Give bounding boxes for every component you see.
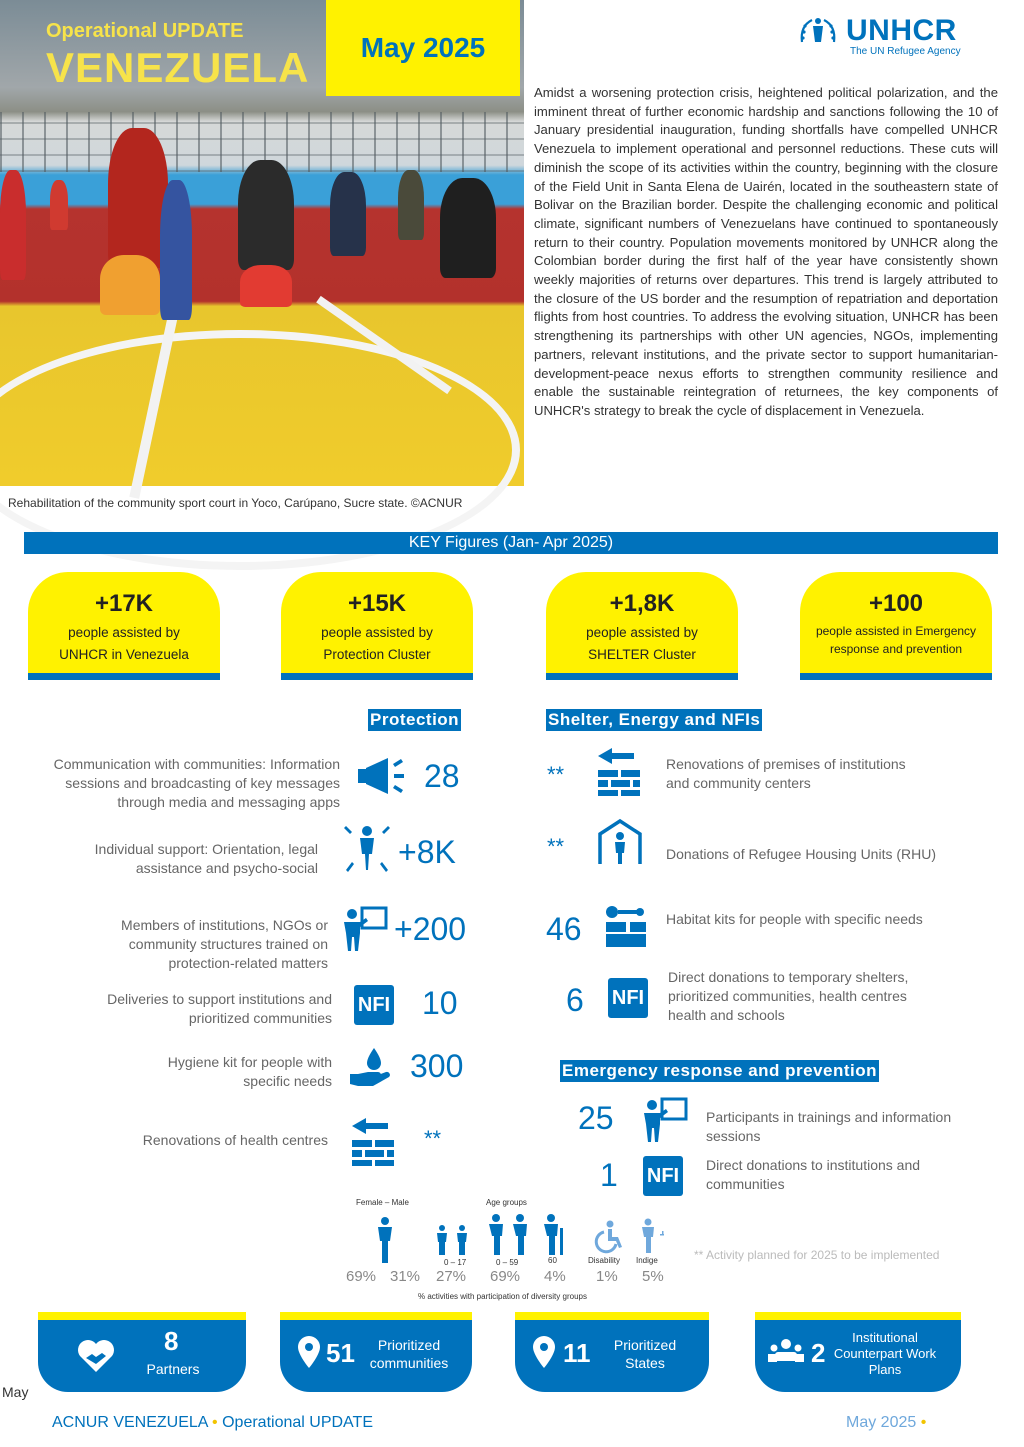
photo-player — [330, 172, 366, 256]
photo-player — [0, 170, 26, 280]
emergency-row-label: Participants in trainings and information sessions — [706, 1109, 952, 1144]
logo-name: UNHCR — [846, 14, 957, 47]
shelter-row-value: 6 — [566, 982, 584, 1018]
document-tag: Operational UPDATE — [46, 20, 244, 42]
key-figure-label-line: people assisted by — [321, 625, 433, 640]
age-18-59-pct: 69% — [490, 1268, 521, 1285]
age-child-icon — [432, 1224, 472, 1256]
key-figure-label-line: people assisted by — [68, 625, 180, 640]
female-male-icon — [370, 1216, 400, 1266]
photo-player — [238, 160, 294, 270]
footer-right — [846, 1414, 926, 1432]
location-pin-icon — [298, 1336, 320, 1368]
issue-date: May 2025 — [326, 0, 520, 96]
protection-row-value: 10 — [422, 985, 458, 1021]
protection-row-value: +200 — [394, 911, 467, 947]
photo-player — [50, 180, 68, 230]
photo-player — [160, 180, 192, 320]
summary-card-workplans — [755, 1312, 961, 1392]
key-figure-value: +15K — [347, 590, 407, 617]
communities-count: 51 — [326, 1338, 355, 1368]
unhcr-logo-icon — [796, 12, 840, 56]
key-figure-value: +17K — [94, 590, 154, 617]
protection-row-label: Communication with communities: Information sessions and broadcasting of key messages through media and messaging apps — [53, 756, 340, 810]
footer-left — [52, 1414, 373, 1432]
age-0-17-label: 0 – 17 — [444, 1258, 467, 1267]
nfi-icon: NFI — [643, 1156, 683, 1196]
handshake-icon — [76, 1338, 116, 1374]
communities-label: Prioritized communities — [369, 1337, 449, 1371]
key-figure-label-line: people assisted by — [586, 625, 698, 640]
protection-row-value: ** — [424, 1126, 442, 1151]
age-60-pct: 4% — [544, 1268, 566, 1285]
protection-row-value: 28 — [424, 758, 460, 794]
footer-dot: • — [920, 1414, 927, 1431]
states-label: Prioritized States — [613, 1337, 677, 1371]
age-0-17-pct: 27% — [436, 1268, 467, 1285]
nfi-icon: NFI — [354, 985, 394, 1025]
key-figure-label-line: UNHCR in Venezuela — [59, 647, 189, 662]
protection-row-label: Renovations of health centres — [142, 1132, 328, 1148]
partners-count: 8 — [164, 1326, 179, 1356]
location-pin-icon — [533, 1336, 555, 1368]
key-figure-label-line: response and prevention — [829, 642, 963, 656]
megaphone-icon — [356, 756, 408, 796]
footer-org: ACNUR VENEZUELA — [52, 1414, 208, 1431]
age-18-59-label: 0 – 59 — [496, 1258, 519, 1267]
key-figure-label-line: people assisted in Emergency — [815, 624, 977, 638]
key-figure-label — [546, 622, 738, 666]
shelter-row-label: Donations of Refugee Housing Units (RHU) — [666, 846, 937, 862]
key-figure-label-line: SHELTER Cluster — [588, 647, 696, 662]
footer-dot: • — [212, 1414, 218, 1431]
indigenous-pct: 5% — [642, 1268, 664, 1285]
photo-player — [440, 178, 496, 278]
emergency-row-label: Direct donations to institutions and communities — [706, 1157, 921, 1192]
key-figures-title: KEY Figures (Jan- Apr 2025) — [24, 532, 998, 554]
protection-row-value: 300 — [410, 1048, 464, 1084]
habitat-kit-icon — [602, 904, 650, 948]
housing-unit-icon — [596, 818, 644, 866]
indigenous-label: Indige — [636, 1256, 658, 1265]
protection-row-label: Members of institutions, NGOs or community structures trained on protection-related matters — [121, 917, 328, 971]
shelter-row-value: ** — [547, 762, 565, 787]
disability-icon — [592, 1220, 624, 1254]
sex-title: Female – Male — [356, 1198, 409, 1207]
unhcr-logo — [796, 12, 972, 58]
key-figure-card — [28, 572, 220, 680]
summary-card-states — [515, 1312, 709, 1392]
partners-label: Partners — [146, 1361, 200, 1377]
disability-label: Disability — [588, 1256, 621, 1265]
brick-wall-icon — [596, 746, 642, 796]
indigenous-icon — [636, 1218, 670, 1254]
protection-title: Protection — [370, 710, 460, 729]
footer-date: May 2025 — [846, 1414, 917, 1431]
emergency-row-value: 25 — [578, 1100, 614, 1136]
trainer-icon — [342, 906, 388, 952]
summary-card-communities — [280, 1312, 472, 1392]
shelter-row-label: Renovations of premises of institutions and community centers — [666, 756, 906, 791]
protection-row-value: +8K — [398, 834, 456, 870]
people-group-icon — [767, 1338, 805, 1368]
person-support-icon — [344, 824, 390, 872]
demographics-panel — [340, 1196, 680, 1306]
workplans-count: 2 — [811, 1338, 826, 1368]
protection-row-label: Deliveries to support institutions and prioritized communities — [107, 991, 332, 1026]
key-figure-value: +100 — [868, 590, 924, 617]
key-figure-label-line: Protection Cluster — [323, 647, 431, 662]
key-figure-card — [281, 572, 473, 680]
shelter-row-value: 46 — [546, 911, 582, 947]
intro-paragraph: Amidst a worsening protection crisis, heightened political polarization, and the imminent threat of further economic hardship and sanctions following the 10 of January presidential inauguration, funding shortfalls have compelled UNHCR Venezuela to implement operational and personnel reductions. These cuts will diminish the scope of its activities within the country, beginning with the closure of the Field Unit in Santa Elena de Uairén, located in the southeastern state of Bolivar on the Brazilian border. Despite the challenging economic and political climate, significant numbers of Venezuelans have continued to spontaneously return to their country. Population movements monitored by UNHCR along the Colombian border during the first half of the year have consistently shown weekly majorities of returns over departures. This trend is largely attributed to the closure of the US border and the resumption of repatriation and deportation flights from host countries. To address the evolving situation, UNHCR has been strengthening its partnerships with other UN agencies, NGOs, implementing partners, relevant institutions, and the private sector to support humanitarian-development-peace nexus efforts to strengthen community resilience and enable the sustainable reintegration of returnees, the key components of UNHCR's strategy to break the cycle of displacement in Venezuela. — [534, 85, 998, 418]
key-figure-label — [281, 622, 473, 666]
protection-row-label: Individual support: Orientation, legal assistance and psycho-social — [94, 841, 318, 876]
shelter-title: Shelter, Energy and NFIs — [548, 710, 761, 729]
trainer-icon — [642, 1097, 688, 1143]
diversity-footnote: % activities with participation of diversity groups — [418, 1292, 587, 1301]
country-title: VENEZUELA — [46, 44, 310, 91]
workplans-label: Institutional Counterpart Work Plans — [833, 1330, 937, 1377]
shelter-row-label: Habitat kits for people with specific needs — [666, 911, 923, 927]
age-elder-icon — [540, 1214, 568, 1256]
photo-player — [100, 255, 160, 315]
photo-player — [108, 128, 168, 268]
female-pct: 69% — [346, 1268, 377, 1285]
key-figure-label — [28, 622, 220, 666]
nfi-icon: NFI — [608, 978, 648, 1018]
key-figure-value: +1,8K — [609, 590, 675, 617]
shelter-row-label: Direct donations to temporary shelters, prioritized communities, health centres health and schools — [668, 969, 909, 1023]
hygiene-hand-icon — [348, 1046, 394, 1090]
disability-pct: 1% — [596, 1268, 618, 1285]
key-figure-label — [800, 622, 992, 658]
age-adult-icon — [484, 1214, 532, 1256]
brick-wall-icon — [350, 1116, 396, 1166]
male-pct: 31% — [390, 1268, 421, 1285]
key-figure-card — [800, 572, 992, 680]
planned-activity-note: ** Activity planned for 2025 to be implemented — [694, 1248, 940, 1262]
emergency-title: Emergency response and prevention — [562, 1061, 878, 1080]
photo-player — [240, 265, 292, 307]
age-60-label: 60 — [548, 1256, 557, 1265]
age-title: Age groups — [486, 1198, 527, 1207]
states-count: 11 — [563, 1338, 591, 1368]
photo-caption: Rehabilitation of the community sport court in Yoco, Carúpano, Sucre state. ©ACNUR — [8, 496, 463, 510]
photo-player — [398, 170, 424, 240]
key-figure-card — [546, 572, 738, 680]
logo-subtitle: The UN Refugee Agency — [850, 46, 961, 57]
summary-card-partners — [38, 1312, 246, 1392]
protection-row-label: Hygiene kit for people with specific needs — [167, 1054, 332, 1089]
shelter-row-value: ** — [547, 834, 565, 859]
stray-month-label: May — [2, 1384, 29, 1400]
footer-doc: Operational UPDATE — [222, 1414, 373, 1431]
emergency-row-value: 1 — [600, 1157, 618, 1193]
